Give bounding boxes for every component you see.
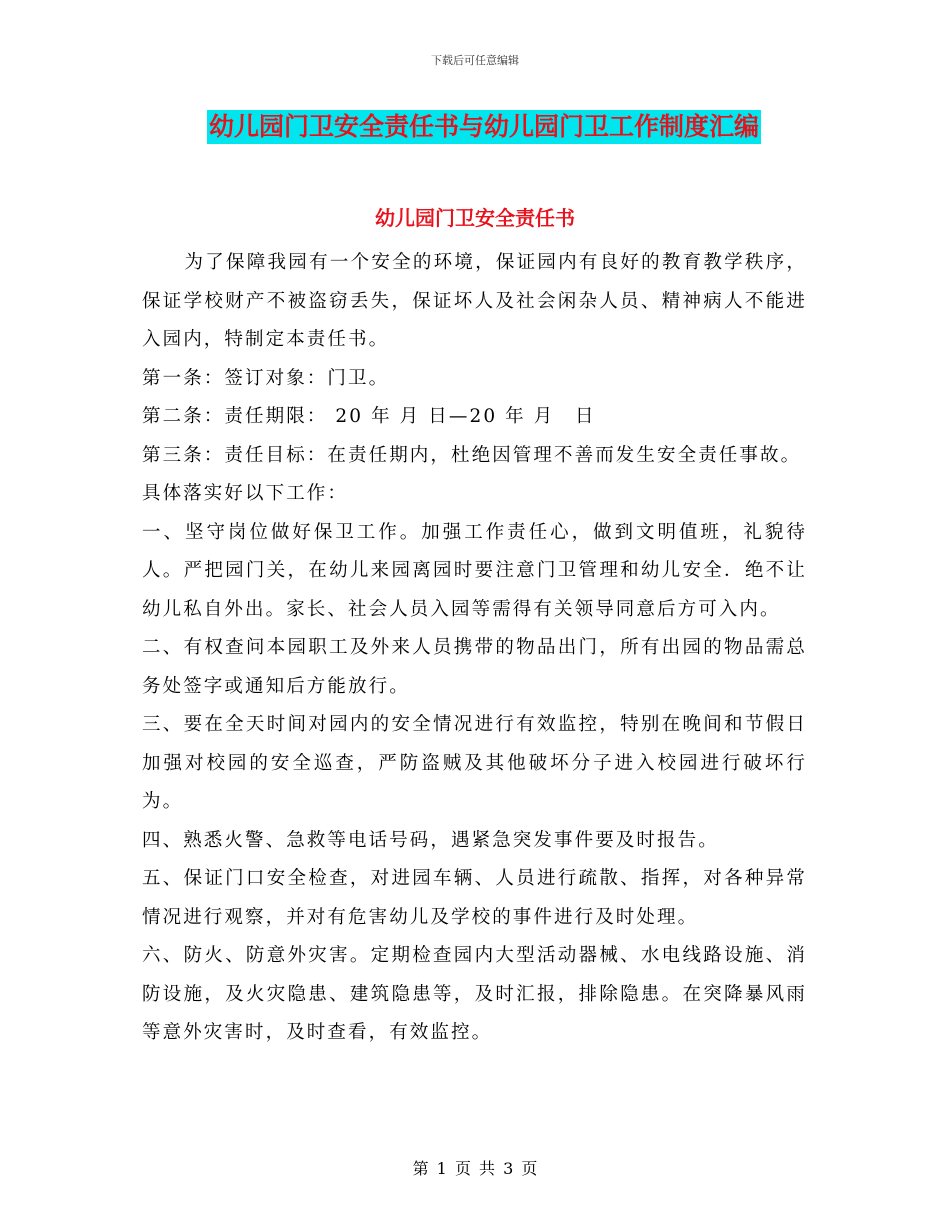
paragraph-item-3: 三、要在全天时间对园内的安全情况进行有效监控，特别在晚间和节假日加强对校园的安全巡查，严防盗贼及其他破坏分子进入校园进行破坏行为。	[142, 714, 807, 812]
paragraph-item-6: 六、防火、防意外灾害。定期检查园内大型活动器械、水电线路设施、消防设施，及火灾隐患、建筑隐患等，及时汇报，排除隐患。在突降暴风雨等意外灾害时，及时查看，有效监控。	[142, 945, 807, 1043]
paragraph-item-1: 一、坚守岗位做好保卫工作。加强工作责任心，做到文明值班，礼貌待人。严把园门关，在幼儿来园离园时要注意门卫管理和幼儿安全．绝不让幼儿私自外出。家长、社会人员入园等需得有关领导同意后方可入内。	[142, 521, 807, 620]
paragraph-article-2: 第二条：责任期限： 20 年 月 日—20 年 月 日	[142, 406, 596, 427]
paragraph-article-3: 第三条：责任目标：在责任期内，杜绝因管理不善而发生安全责任事故。	[142, 444, 802, 466]
page-footer: 第 1 页 共 3 页	[412, 1159, 538, 1178]
paragraph-item-4: 四、熟悉火警、急救等电话号码，遇紧急突发事件要及时报告。	[142, 829, 719, 851]
paragraph-article-1: 第一条：签订对象：门卫。	[142, 367, 390, 389]
paragraph-tasks-heading: 具体落实好以下工作：	[142, 483, 349, 504]
document-body	[142, 244, 807, 1053]
document-title: 幼儿园门卫安全责任书与幼儿园门卫工作制度汇编	[207, 110, 761, 144]
paragraph-intro: 为了保障我园有一个安全的环境，保证园内有良好的教育教学秩序，保证学校财产不被盗窃丢失，保证坏人及社会闲杂人员、精神病人不能进入园内，特制定本责任书。	[142, 252, 807, 350]
header-note: 下载后可任意编辑	[431, 54, 519, 67]
paragraph-item-2: 二、有权查问本园职工及外来人员携带的物品出门，所有出园的物品需总务处签字或通知后方能放行。	[142, 637, 807, 697]
section-title: 幼儿园门卫安全责任书	[375, 206, 575, 230]
paragraph-item-5: 五、保证门口安全检查，对进园车辆、人员进行疏散、指挥，对各种异常情况进行观察，并对有危害幼儿及学校的事件进行及时处理。	[142, 868, 807, 928]
